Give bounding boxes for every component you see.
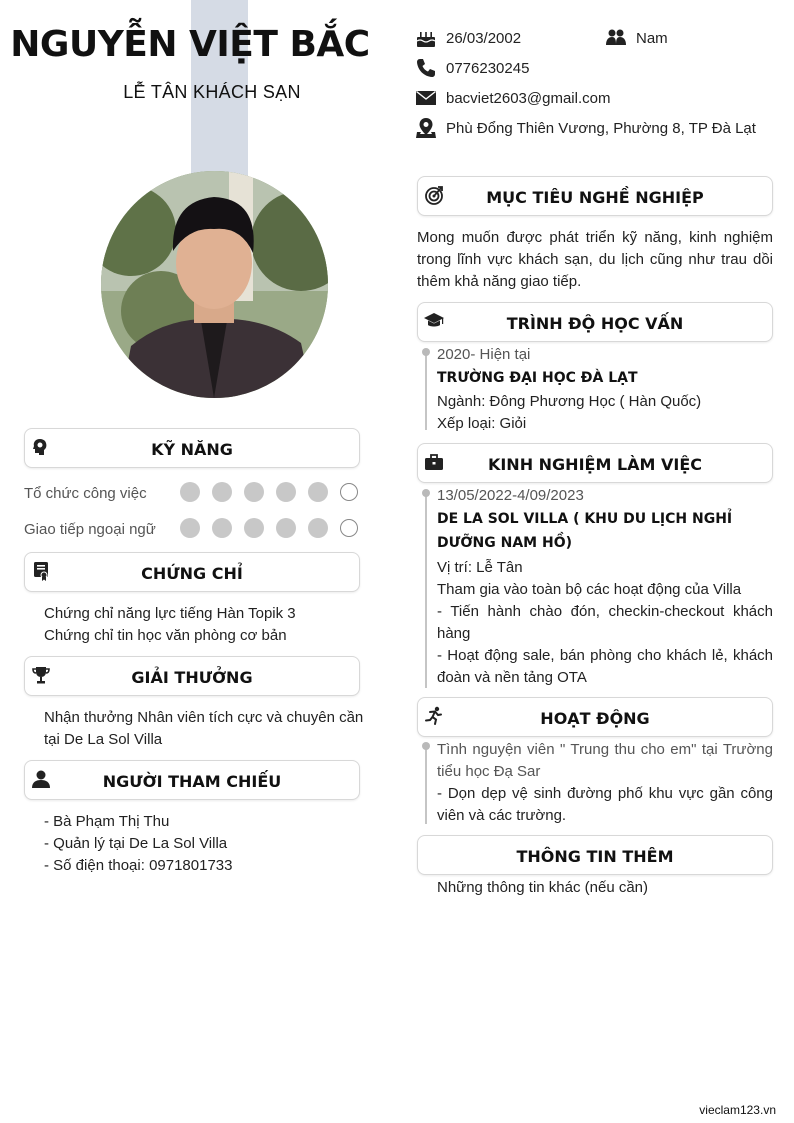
experience-task: - Tiến hành chào đón, checkin-checkout khách hàng <box>437 603 773 642</box>
experience-title: KINH NGHIỆM LÀM VIỆC <box>487 455 703 474</box>
birthday-text: 26/03/2002 <box>446 30 522 47</box>
skill-row <box>24 518 364 540</box>
references-header <box>24 760 360 800</box>
reference-line: - Bà Phạm Thị Thu <box>44 813 170 830</box>
objective-text: Mong muốn được phát triển kỹ năng, kinh nghiệm trong lĩnh vực khách sạn, du lịch cũng như trau dồi thêm khả năng giao tiếp. <box>417 229 773 290</box>
reference-line: - Quản lý tại De La Sol Villa <box>44 835 228 852</box>
education-header <box>417 302 773 342</box>
objective-header <box>417 176 773 216</box>
education-title: TRÌNH ĐỘ HỌC VẤN <box>506 314 684 333</box>
education-major: Ngành: Đông Phương Học ( Hàn Quốc) <box>437 393 702 410</box>
experience-position: Vị trí: Lễ Tân <box>437 559 523 576</box>
awards-title: GIẢI THƯỞNG <box>131 668 253 687</box>
experience-task: - Hoạt động sale, bán phòng cho khách lẻ, khách đoàn và nền tảng OTA <box>437 647 773 686</box>
activities-title: HOẠT ĐỘNG <box>540 709 650 728</box>
gender-icon <box>606 28 626 48</box>
rating-dot-empty <box>340 483 358 501</box>
activities-timeline <box>425 744 427 824</box>
rating-dot-filled <box>244 518 264 538</box>
skills-header <box>24 428 360 468</box>
certificate-item: Chứng chỉ tin học văn phòng cơ bản <box>44 627 287 644</box>
rating-dot-filled <box>180 482 200 502</box>
rating-dot-filled <box>212 518 232 538</box>
rating-dot-filled <box>276 482 296 502</box>
experience-summary: Tham gia vào toàn bộ các hoạt động của Villa <box>437 581 742 598</box>
timeline-dot <box>422 742 430 750</box>
contact-email <box>416 88 736 110</box>
activity-title: Tình nguyện viên " Trung thu cho em" tại Trường tiểu học Đạ Sar <box>437 741 773 780</box>
experience-period: 13/05/2022-4/09/2023 <box>437 487 584 504</box>
experience-company: DE LA SOL VILLA ( KHU DU LỊCH NGHỈ DƯỠNG NAM HỒ) <box>437 511 733 551</box>
timeline-dot <box>422 348 430 356</box>
skill-row <box>24 482 364 504</box>
envelope-icon <box>416 88 436 108</box>
contact-phone <box>416 58 736 80</box>
additional-header <box>417 835 773 875</box>
email-text: bacviet2603@gmail.com <box>446 90 611 107</box>
phone-icon <box>416 58 436 78</box>
rating-dot-filled <box>212 482 232 502</box>
additional-title: THÔNG TIN THÊM <box>516 847 674 866</box>
rating-dot-filled <box>276 518 296 538</box>
profile-photo <box>101 171 328 398</box>
rating-dot-filled <box>308 518 328 538</box>
contact-gender <box>606 28 726 50</box>
education-grade: Xếp loại: Giỏi <box>437 415 527 432</box>
certificates-title: CHỨNG CHỈ <box>141 564 243 583</box>
rating-dot-empty <box>340 519 358 537</box>
skill-label: Giao tiếp ngoại ngữ <box>24 521 156 538</box>
experience-header <box>417 443 773 483</box>
objective-title: MỤC TIÊU NGHỀ NGHIỆP <box>486 188 704 207</box>
references-title: NGƯỜI THAM CHIẾU <box>102 772 282 791</box>
address-text: Phù Đổng Thiên Vương, Phường 8, TP Đà Lạt <box>446 120 756 137</box>
map-pin-icon <box>416 118 436 138</box>
education-period: 2020- Hiện tại <box>437 346 531 363</box>
award-line: tại De La Sol Villa <box>44 731 163 748</box>
education-school: TRƯỜNG ĐẠI HỌC ĐÀ LẠT <box>437 370 638 386</box>
skill-rating <box>180 482 358 502</box>
award-line: Nhận thưởng Nhân viên tích cực và chuyên cần <box>44 709 364 726</box>
rating-dot-filled <box>308 482 328 502</box>
gender-text: Nam <box>636 30 668 47</box>
activities-header <box>417 697 773 737</box>
rating-dot-filled <box>180 518 200 538</box>
candidate-name: NGUYỄN VIỆT BẮC <box>10 24 370 65</box>
reference-line: - Số điện thoại: 0971801733 <box>44 857 233 874</box>
awards-header <box>24 656 360 696</box>
footer-brand: vieclam123.vn <box>699 1103 776 1117</box>
phone-text: 0776230245 <box>446 60 530 77</box>
rating-dot-filled <box>244 482 264 502</box>
birthday-cake-icon <box>416 28 436 48</box>
skill-rating <box>180 518 358 538</box>
skills-title: KỸ NĂNG <box>151 440 233 459</box>
job-title: LỄ TÂN KHÁCH SẠN <box>123 82 301 102</box>
skill-label: Tổ chức công việc <box>24 485 147 502</box>
additional-text: Những thông tin khác (nếu cần) <box>437 879 649 896</box>
contact-address <box>416 118 776 140</box>
contact-birthday <box>416 28 616 50</box>
experience-timeline <box>425 492 427 688</box>
activity-detail: - Dọn dẹp vệ sinh đường phố khu vực gần công viên và các trường. <box>437 785 773 824</box>
certificates-header <box>24 552 360 592</box>
certificate-item: Chứng chỉ năng lực tiếng Hàn Topik 3 <box>44 605 296 622</box>
timeline-dot <box>422 489 430 497</box>
education-timeline <box>425 352 427 430</box>
